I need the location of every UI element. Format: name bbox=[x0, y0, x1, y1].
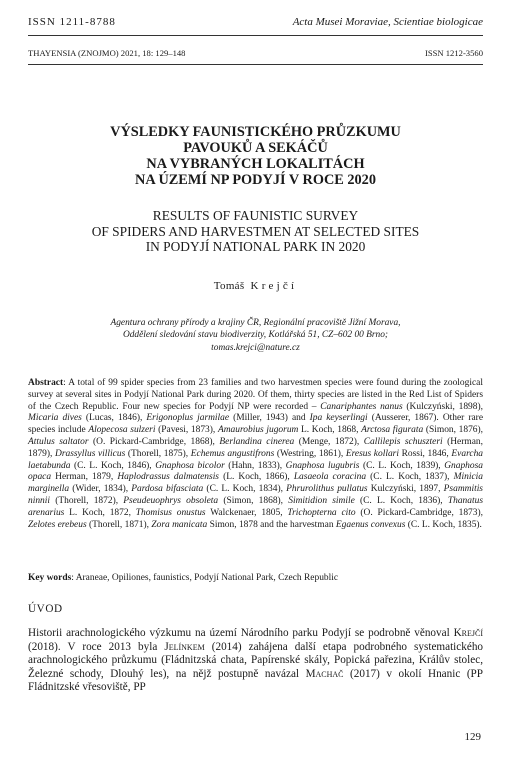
species-name: Lasaeola coracina bbox=[293, 472, 367, 483]
abstract-text: (O. Pickard-Cambridge, 1873), bbox=[355, 507, 483, 518]
cited-author: Machač bbox=[305, 667, 344, 680]
species-name: Echemus angustifrons bbox=[190, 448, 275, 459]
abstract-text: (C. L. Koch, 1839), bbox=[359, 460, 445, 471]
abstract-text: (Hahn, 1833), bbox=[224, 460, 286, 471]
keywords-label: Key words bbox=[28, 573, 72, 583]
affiliation-line: Oddělení sledování stavu biodiverzity, Kotlářská 51, CZ–602 00 Brno; bbox=[122, 330, 389, 341]
abstract-text: (Simon, 1876), bbox=[423, 425, 484, 436]
page-number: 129 bbox=[464, 731, 481, 743]
abstract-text: (Thorell, 1871), bbox=[86, 519, 152, 530]
sub-header bbox=[28, 48, 483, 62]
title-cz-line: PAVOUKŮ A SEKÁČŮ bbox=[183, 140, 328, 156]
species-name: Minicia marginella bbox=[28, 472, 483, 495]
abstract-text: (Pavesi, 1873), bbox=[155, 425, 218, 436]
journal-name: Acta Musei Moraviae, Scientiae biologicae bbox=[292, 16, 483, 28]
keywords bbox=[28, 573, 483, 585]
header-rule-bottom bbox=[28, 64, 483, 65]
species-name: Canariphantes nanus bbox=[320, 401, 403, 412]
affiliation-line: Agentura ochrany přírody a krajiny ČR, Regionální pracoviště Jižní Morava, bbox=[110, 318, 401, 328]
author-last-name: Krejčí bbox=[250, 280, 298, 292]
abstract-text: Simon, 1878 and the harvestman bbox=[207, 519, 336, 530]
species-name: Drassyllus villicus bbox=[55, 448, 126, 459]
abstract-text: (Herman, 1879), bbox=[28, 436, 483, 459]
title-english bbox=[30, 208, 481, 255]
abstract bbox=[28, 378, 483, 531]
species-name: Alopecosa sulzeri bbox=[88, 425, 156, 436]
abstract-text: L. Koch, 1872, bbox=[64, 507, 136, 518]
abstract-text: (C. L. Koch, 1836), bbox=[354, 495, 448, 506]
species-name: Amaurobius jugorum bbox=[217, 425, 299, 436]
species-name: Zora manicata bbox=[151, 519, 208, 530]
species-name: Evarcha laetabunda bbox=[28, 448, 484, 471]
species-name: Attulus saltator bbox=[28, 436, 89, 447]
title-en-line: OF SPIDERS AND HARVESTMEN AT SELECTED SITES bbox=[91, 223, 420, 239]
species-name: Egaenus convexus bbox=[335, 519, 406, 530]
species-name: Zelotes erebeus bbox=[28, 519, 87, 530]
species-name: Phrurolithus pullatus bbox=[286, 484, 368, 495]
abstract-text: (Menge, 1872), bbox=[294, 436, 364, 447]
title-en-line: RESULTS OF FAUNISTIC SURVEY bbox=[152, 208, 359, 223]
author-name bbox=[0, 280, 511, 292]
cited-author: Krejčí bbox=[453, 627, 483, 639]
cited-author: Jelínkem bbox=[164, 640, 205, 653]
abstract-text: (C. L. Koch, 1837), bbox=[366, 472, 454, 483]
body-text: (2017) v okolí Hnanic (PP Fládnitzské vřesoviště, PP bbox=[28, 667, 483, 694]
abstract-text: : A total of 99 spider species from 23 families and two harvestmen species were found during the zoological survey at several sites in Podyjí National Park during 2020. Of them, thirty species are listed in the Red List of Spiders of the Czech Republic. Four new species for Podyjí NP were recorded – bbox=[28, 378, 483, 412]
species-name: Gnaphosa opaca bbox=[28, 460, 483, 483]
series-citation: THAYENSIA (ZNOJMO) 2021, 18: 129–148 bbox=[28, 48, 186, 58]
running-header bbox=[28, 16, 483, 32]
species-name: Micaria dives bbox=[28, 413, 82, 424]
affiliation bbox=[28, 317, 483, 354]
header-rule-top bbox=[28, 35, 483, 36]
species-name: Psammitis ninnii bbox=[28, 484, 483, 506]
abstract-text: Rossi, 1846, bbox=[398, 448, 452, 459]
issn-online: ISSN 1212-3560 bbox=[424, 48, 483, 58]
species-name: Gnaphosa bicolor bbox=[155, 460, 225, 471]
abstract-text: (C. L. Koch, 1846), bbox=[70, 460, 156, 471]
abstract-text: (C. L. Koch, 1834), bbox=[203, 484, 287, 495]
abstract-text: (Lucas, 1846), bbox=[81, 413, 147, 424]
species-name: Ipa keyserlingi bbox=[309, 413, 368, 424]
title-czech bbox=[30, 124, 481, 188]
species-name: Haplodrassus dalmatensis bbox=[117, 472, 219, 483]
abstract-text: Walckenaer, 1805, bbox=[205, 507, 288, 518]
abstract-text: (O. Pickard-Cambridge, 1868), bbox=[88, 436, 220, 447]
abstract-text: (Miller, 1943) and bbox=[229, 413, 310, 424]
title-cz-line: NA VYBRANÝCH LOKALITÁCH bbox=[146, 156, 365, 172]
abstract-text: (Wider, 1834), bbox=[69, 484, 132, 495]
species-name: Arctosa figurata bbox=[361, 425, 424, 436]
body-text: (2014) zahájena další etapa podrobného systematického arachnologického průzkumu (Fládnitzská chata, Papírenské skály, Popická pařezina, Králův stolec, Železné schody, Dlouhý les), na nějž postupně navázal bbox=[28, 640, 484, 680]
abstract-text: (L. Koch, 1866), bbox=[218, 472, 294, 483]
abstract-text: (Thorell, 1872), bbox=[50, 495, 124, 506]
title-en-line: IN PODYJÍ NATIONAL PARK IN 2020 bbox=[145, 239, 366, 254]
author-email: tomas.krejci@nature.cz bbox=[211, 342, 300, 353]
species-name: Thomisus onustus bbox=[135, 507, 206, 518]
species-name: Pseudeuophrys obsoleta bbox=[123, 495, 219, 506]
abstract-text: (Ausserer, 1867). Other rare species include bbox=[28, 413, 484, 436]
abstract-text: (C. L. Koch, 1835). bbox=[405, 519, 482, 530]
species-name: Thanatus arenarius bbox=[28, 495, 483, 518]
issn-print: ISSN 1211-8788 bbox=[28, 16, 116, 28]
abstract-text: (Thorell, 1875), bbox=[125, 448, 191, 459]
title-cz-line: NA ÚZEMÍ NP PODYJÍ V ROCE 2020 bbox=[135, 172, 376, 188]
abstract-text: Kulczyński, 1897, bbox=[367, 484, 444, 495]
species-name: Berlandina cinerea bbox=[219, 436, 295, 447]
section-heading: ÚVOD bbox=[28, 603, 63, 615]
abstract-text: (Kulczyński, 1898), bbox=[402, 401, 483, 412]
keywords-text: : Araneae, Opiliones, faunistics, Podyjí National Park, Czech Republic bbox=[71, 573, 339, 583]
body-text: (2018). V roce 2013 byla bbox=[28, 640, 165, 653]
abstract-text: (Westring, 1861), bbox=[274, 448, 346, 459]
abstract-label: Abstract bbox=[28, 378, 64, 388]
title-cz-line: VÝSLEDKY FAUNISTICKÉHO PRŮZKUMU bbox=[110, 124, 401, 140]
species-name: Pardosa bifasciata bbox=[131, 484, 204, 495]
abstract-text: Herman, 1879, bbox=[51, 472, 118, 483]
species-name: Simitidion simile bbox=[288, 495, 355, 506]
body-paragraph bbox=[28, 627, 483, 695]
body-text: Historii arachnologického výzkumu na území Národního parku Podyjí se podrobně věnoval bbox=[28, 627, 454, 639]
abstract-text: L. Koch, 1868, bbox=[298, 425, 362, 436]
species-name: Callilepis schuszteri bbox=[363, 436, 443, 447]
species-name: Erigonoplus jarmilae bbox=[146, 413, 230, 424]
species-name: Gnaphosa lugubris bbox=[285, 460, 360, 471]
author-first-name: Tomáš bbox=[213, 280, 245, 292]
abstract-text: (Simon, 1868), bbox=[218, 495, 289, 506]
species-name: Eresus kollari bbox=[345, 448, 399, 459]
species-name: Trichopterna cito bbox=[287, 507, 356, 518]
